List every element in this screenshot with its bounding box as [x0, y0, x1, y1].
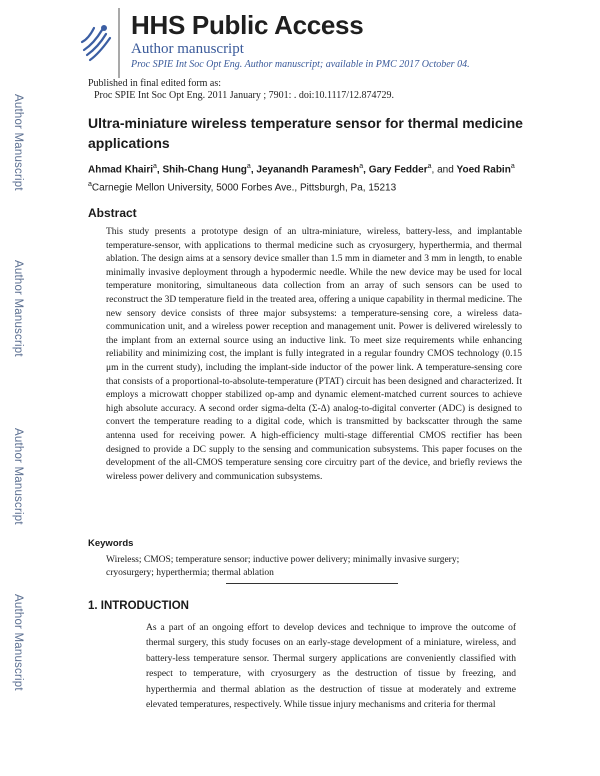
author-name: Ahmad Khairi — [88, 164, 154, 176]
author-sup: a — [427, 163, 432, 170]
published-label: Published in final edited form as: — [88, 78, 222, 89]
abstract-heading: Abstract — [88, 206, 137, 220]
introduction-text: As a part of an ongoing effort to develop devices and technique to improve the outcome of thermal surgery, this study focuses on an early-stage development of a miniature, wireless, and battery-less temperature sensor. Thermal surgery applications are conveniently classified with respect to temperature, with cryosurgery as the destruction of tissue by freezing, and hyperthermia and thermal ablation as the destruction of tissue at moderately and extreme elevated temperatures, respectively. While tissue injury mechanisms and criteria for thermal — [146, 623, 516, 711]
abstract-text: This study presents a prototype design of an ultra-miniature, wireless, battery-less, and implantable temperature-sensor, with applications to thermal medicine such as cryosurgery, hyperthermia, and thermal ablation. The design aims at a sensory device smaller than 1.5 mm in diameter and 3 mm in length, to enable minimally invasive deployment through a hypodermic needle. While the new device may be used for local temperature monitoring, simultaneous data collection from an array of such sensors can be used to reconstruct the 3D temperature field in the treated area, offering a unique capability in thermal medicine. The new sensory device consists of three major subsystems: a temperature-sensing core, a wireless data-communication unit, and a wireless power reception and management unit. Power is delivered wirelessly to the implant from an external source using an inductive link. To meet size requirements while enhancing reliability and minimizing cost, the implant is fully integrated in a regular foundry CMOS technology (0.15 μm in the current study), including the implant-side inductor of the power link. A temperature-sensing core that consists of a proportional-to-absolute-temperature (PTAT) circuit has been designed and characterized. It employs a microwatt chopper stabilized op-amp and dynamic element-matched current sources to achieve high absolute accuracy. A second order sigma-delta (Σ-Δ) analog-to-digital converter (ADC) is designed to convert the temperature reading to a digital code, which is transmitted by backscatter through the same antenna used for receiving power. A high-efficiency multi-stage differential CMOS rectifier has been designed to provide a DC supply to the sensing and communication subsystems. This paper focuses on the development of the all-CMOS temperature sensing core circuitry part of the device, and briefly reviews the wireless power delivery and communication subsystems. — [106, 227, 522, 482]
author-sup: a — [153, 163, 157, 170]
keywords-text: Wireless; CMOS; temperature sensor; inductive power delivery; minimally invasive surgery; cryosurgery; hyperthermia; thermal ablation — [106, 555, 460, 578]
author-name: Gary Fedder — [368, 164, 428, 176]
affiliation-sup: a — [88, 181, 92, 188]
hhs-title: HHS Public Access — [131, 10, 364, 40]
affiliation-text: Carnegie Mellon University, 5000 Forbes Ave., Pittsburgh, Pa, 15213 — [91, 182, 397, 194]
author-name: Jeyanandh Paramesh — [256, 164, 360, 176]
author-manuscript-label: Author manuscript — [131, 41, 244, 57]
author-separator: , — [156, 164, 163, 176]
side-label-author-manuscript: Author Manuscript — [12, 427, 24, 525]
header-divider — [118, 8, 120, 78]
author-name: Yoed Rabin — [456, 164, 511, 176]
introduction-heading: 1. INTRODUCTION — [88, 600, 189, 612]
keywords-heading: Keywords — [88, 538, 134, 549]
side-label-author-manuscript: Author Manuscript — [12, 593, 24, 691]
author-list — [88, 163, 515, 175]
side-label-author-manuscript: Author Manuscript — [12, 259, 24, 357]
affiliation — [88, 181, 396, 193]
side-label-author-manuscript: Author Manuscript — [12, 93, 24, 191]
author-separator: , — [250, 164, 257, 176]
author-sup: a — [359, 163, 364, 170]
journal-availability-line: Proc SPIE Int Soc Opt Eng. Author manuscript; available in PMC 2017 October 04. — [131, 59, 470, 70]
citation: Proc SPIE Int Soc Opt Eng. 2011 January ; 7901: . doi:10.1117/12.874729. — [94, 90, 394, 101]
author-separator: , — [363, 164, 369, 176]
keywords-divider — [226, 583, 398, 584]
paper-title: Ultra-miniature wireless temperature sensor for thermal medicine applications — [88, 115, 523, 151]
author-name: Shih-Chang Hung — [162, 164, 247, 176]
hhs-eagle-logo-icon — [80, 20, 114, 64]
author-separator: , and — [431, 164, 457, 176]
author-sup: a — [246, 163, 251, 170]
author-sup: a — [510, 163, 515, 170]
